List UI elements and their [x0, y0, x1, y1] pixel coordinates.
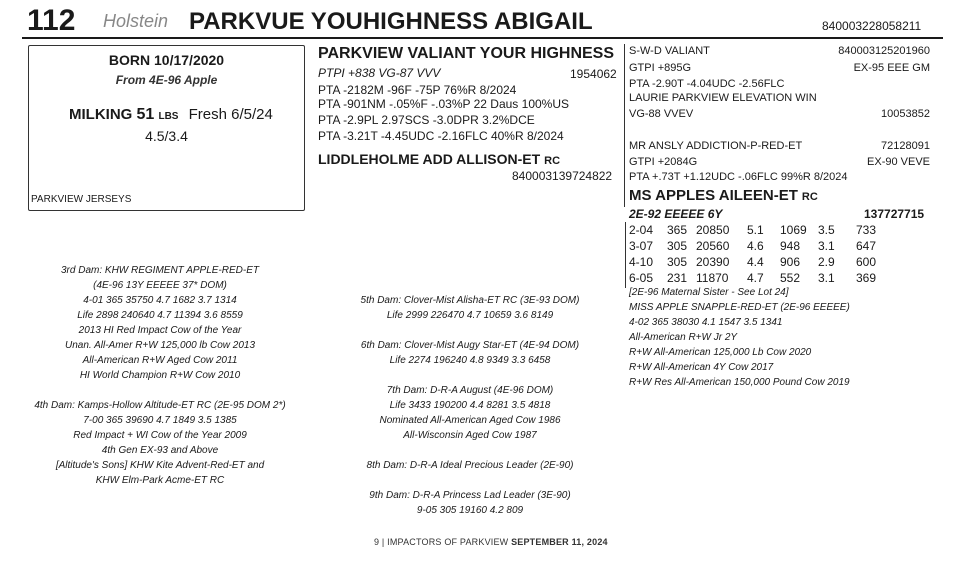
dam-rc: RC [544, 155, 561, 167]
maternal-note: [2E-96 Maternal Sister - See Lot 24] [629, 287, 789, 298]
milking-unit: LBS [158, 111, 179, 122]
pedigree-line: Life 2898 240640 4.7 11394 3.6 8559 [77, 310, 243, 321]
sale-date: SEPTEMBER 11, 2024 [511, 537, 608, 547]
lactation-bracket [625, 222, 626, 288]
maternal-dam-rc: RC [801, 191, 818, 203]
lactation-cell: 3.5 [818, 223, 835, 237]
lactation-cell: 5.1 [747, 223, 764, 237]
pedigree-line: 5th Dam: Clover-Mist Alisha-ET RC (3E-93 DOM) [360, 295, 580, 306]
maternal-dam-name [629, 187, 818, 204]
lactation-cell: 6-05 [629, 271, 654, 285]
pedigree-line: Life 3433 190200 4.4 8281 3.5 4818 [389, 400, 551, 411]
pedigree-line: 4th Dam: Kamps-Hollow Altitude-ET RC (2E-95 DOM 2*) [34, 400, 286, 411]
pedigree-line: 2013 HI Red Impact Cow of the Year [78, 325, 242, 336]
lactation-cell: 552 [780, 271, 801, 285]
maternal-note: All-American R+W Jr 2Y [629, 332, 738, 343]
dam-registration: 840003139724822 [512, 169, 613, 183]
sire-pta-line: PTA -2182M -96F -75P 76%R 8/2024 [318, 83, 517, 97]
pedigree-line: 4th Gen EX-93 and Above [101, 445, 219, 456]
registration-number: 840003228058211 [822, 19, 922, 33]
dam-sire-gtpi: GTPI +2084G [629, 156, 698, 168]
maternal-note: 4-02 365 38030 4.1 1547 3.5 1341 [629, 317, 783, 328]
sire-id: 1954062 [570, 67, 617, 81]
sire-pta-line: PTA -3.21T -4.45UDC -2.16FLC 40%R 8/2024 [318, 129, 564, 143]
lactation-cell: 365 [667, 223, 688, 237]
sire-pta-line: PTA -901NM -.05%F -.03%P 22 Daus 100%US [318, 97, 570, 111]
lactation-cell: 20560 [696, 239, 730, 253]
lactation-cell: 305 [667, 255, 688, 269]
dam-sire-number: 72128091 [881, 140, 930, 152]
lactation-cell: 2.9 [818, 255, 835, 269]
lactation-cell: 231 [667, 271, 688, 285]
sire-sire-reg: 840003125201960 [838, 45, 930, 57]
lactation-cell: 305 [667, 239, 688, 253]
pedigree-line: 6th Dam: Clover-Mist Augy Star-ET (4E-94 DOM) [360, 340, 580, 351]
sire-name: PARKVIEW VALIANT YOUR HIGHNESS [318, 45, 615, 62]
milking-label: MILKING [69, 106, 133, 123]
lactation-cell: 2-04 [629, 223, 654, 237]
pedigree-line: HI World Champion R+W Cow 2010 [79, 370, 241, 381]
sire-sire-name: S-W-D VALIANT [629, 45, 710, 57]
lactation-cell: 4.4 [747, 255, 764, 269]
pedigree-line: 3rd Dam: KHW REGIMENT APPLE-RED-ET [61, 265, 259, 276]
lactation-cell: 4.7 [747, 271, 764, 285]
maternal-note: R+W All-American 125,000 Lb Cow 2020 [629, 347, 812, 358]
milking-value: 51 [136, 106, 155, 123]
lactation-cell: 3.1 [818, 239, 835, 253]
pedigree-line: 9th Dam: D-R-A Princess Lad Leader (3E-90) [369, 490, 571, 501]
from-dam: From 4E-96 Apple [115, 73, 218, 87]
lactation-cell: 3.1 [818, 271, 835, 285]
pedigree-line: Life 2999 226470 4.7 10659 3.6 8149 [386, 310, 554, 321]
lactation-cell: 4.6 [747, 239, 764, 253]
pedigree-line: KHW Elm-Park Acme-ET RC [95, 475, 225, 486]
sire-pta-line: PTA -2.9PL 2.97SCS -3.0DPR 3.2%DCE [318, 113, 535, 127]
pedigree-line: All-American R+W Aged Cow 2011 [82, 355, 238, 366]
pedigree-line: [Altitude's Sons] KHW Kite Advent-Red-ET and [55, 460, 265, 471]
pedigree-line: All-Wisconsin Aged Cow 1987 [403, 430, 537, 441]
lactation-cell: 1069 [780, 223, 807, 237]
page-number: 9 | [374, 537, 385, 547]
pedigree-line: Life 2274 196240 4.8 9349 3.3 6458 [389, 355, 551, 366]
lactation-cell: 3-07 [629, 239, 654, 253]
pedigree-line: 4-01 365 35750 4.7 1682 3.7 1314 [83, 295, 237, 306]
dam-sire-name: MR ANSLY ADDICTION-P-RED-ET [629, 140, 803, 152]
fresh-date: Fresh 6/5/24 [188, 106, 273, 123]
dam-sire-class: EX-90 VEVE [867, 156, 930, 168]
maternal-dam-number: 137727715 [864, 207, 925, 221]
lactation-cell: 20390 [696, 255, 730, 269]
sire-sire-class: EX-95 EEE GM [853, 62, 930, 74]
sire-ptpi: PTPI +838 VG-87 VVV [318, 66, 441, 80]
pedigree-line: 9-05 305 19160 4.2 809 [416, 505, 524, 516]
info-box [28, 45, 305, 211]
lactation-cell: 20850 [696, 223, 730, 237]
sire-dam-name: LAURIE PARKVIEW ELEVATION WIN [629, 92, 817, 104]
farm-name: PARKVIEW JERSEYS [31, 194, 132, 205]
sire-sire-gtpi: GTPI +895G [629, 62, 692, 74]
pedigree-line: 8th Dam: D-R-A Ideal Precious Leader (2E-90) [366, 460, 574, 471]
dam-name [318, 151, 560, 167]
maternal-note: R+W All-American 4Y Cow 2017 [629, 362, 774, 373]
pedigree-bracket [624, 44, 625, 207]
sire-sire-pta: PTA -2.90T -4.04UDC -2.56FLC [629, 78, 785, 90]
lactation-cell: 948 [780, 239, 801, 253]
born-date: BORN 10/17/2020 [108, 52, 225, 68]
pedigree-line: 7th Dam: D-R-A August (4E-96 DOM) [386, 385, 554, 396]
animal-name: PARKVUE YOUHIGHNESS ABIGAIL [189, 8, 593, 35]
pedigree-line: 7-00 365 39690 4.7 1849 3.5 1385 [83, 415, 237, 426]
component-test: 4.5/3.4 [145, 128, 188, 144]
sire-dam-class: VG-88 VVEV [629, 108, 694, 120]
lactation-cell: 647 [856, 239, 877, 253]
maternal-note: MISS APPLE SNAPPLE-RED-ET (2E-96 EEEEE) [629, 302, 850, 313]
header-rule [22, 37, 943, 39]
lactation-cell: 369 [856, 271, 877, 285]
milking-info [69, 106, 273, 124]
maternal-note: R+W Res All-American 150,000 Pound Cow 2019 [629, 377, 850, 388]
dam-name-text: LIDDLEHOLME ADD ALLISON-ET [318, 151, 541, 167]
lactation-cell: 11870 [696, 271, 729, 285]
lactation-cell: 906 [780, 255, 801, 269]
lactation-cell: 4-10 [629, 255, 654, 269]
maternal-dam-class: 2E-92 EEEEE 6Y [629, 207, 723, 221]
maternal-dam-name-text: MS APPLES AILEEN-ET [629, 187, 798, 204]
pedigree-line: Unan. All-Amer R+W 125,000 lb Cow 2013 [65, 340, 255, 351]
breed-label: Holstein [103, 11, 169, 31]
pedigree-line: Red Impact + WI Cow of the Year 2009 [73, 430, 247, 441]
catalog-title: IMPACTORS OF PARKVIEW [387, 537, 509, 547]
lot-number: 112 [27, 4, 76, 37]
pedigree-line: Nominated All-American Aged Cow 1986 [379, 415, 561, 426]
page-footer [374, 537, 608, 547]
sire-dam-number: 10053852 [881, 108, 930, 120]
lactation-cell: 733 [856, 223, 877, 237]
pedigree-line: (4E-96 13Y EEEEE 37* DOM) [93, 280, 227, 291]
lactation-cell: 600 [856, 255, 877, 269]
dam-sire-pta: PTA +.73T +1.12UDC -.06FLC 99%R 8/2024 [629, 171, 848, 183]
